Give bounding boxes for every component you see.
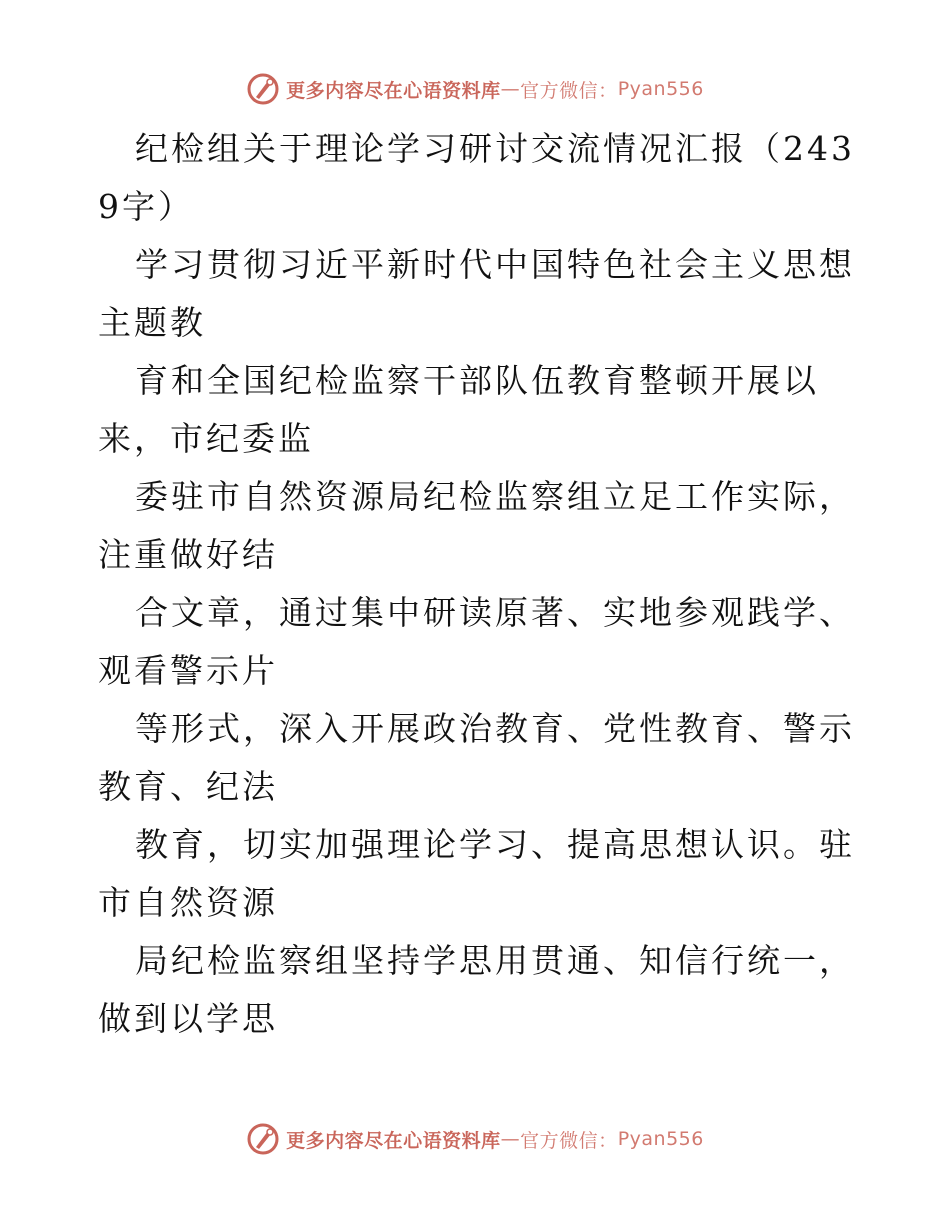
watermark-brand: 更多内容尽在心语资料库 bbox=[286, 79, 501, 102]
watermark-account: Pyan556 bbox=[617, 1128, 704, 1150]
document-body bbox=[98, 120, 858, 1048]
watermark-label: 官方微信： bbox=[520, 79, 618, 102]
paragraph: 局纪检监察组坚持学思用贯通、知信行统一，做到以学思 bbox=[98, 941, 855, 1038]
footer-watermark bbox=[0, 1122, 950, 1156]
quill-logo-icon bbox=[246, 72, 280, 106]
watermark-label: 官方微信： bbox=[520, 1129, 618, 1152]
paragraph: 等形式，深入开展政治教育、党性教育、警示教育、纪法 bbox=[98, 709, 855, 806]
paragraph: 育和全国纪检监察干部队伍教育整顿开展以来，市纪委监 bbox=[98, 361, 819, 458]
paragraph: 委驻市自然资源局纪检监察组立足工作实际，注重做好结 bbox=[98, 477, 855, 574]
watermark-account: Pyan556 bbox=[617, 78, 704, 100]
paragraph-title: 纪检组关于理论学习研讨交流情况汇报（2439字） bbox=[98, 129, 855, 226]
watermark-dash: — bbox=[500, 1128, 521, 1150]
watermark-dash: — bbox=[500, 78, 521, 100]
watermark-brand: 更多内容尽在心语资料库 bbox=[286, 1129, 501, 1152]
paragraph: 合文章，通过集中研读原著、实地参观践学、观看警示片 bbox=[98, 593, 855, 690]
paragraph: 学习贯彻习近平新时代中国特色社会主义思想主题教 bbox=[98, 245, 855, 342]
paragraph: 教育，切实加强理论学习、提高思想认识。驻市自然资源 bbox=[98, 825, 855, 922]
header-watermark bbox=[0, 72, 950, 106]
quill-logo-icon bbox=[246, 1122, 280, 1156]
